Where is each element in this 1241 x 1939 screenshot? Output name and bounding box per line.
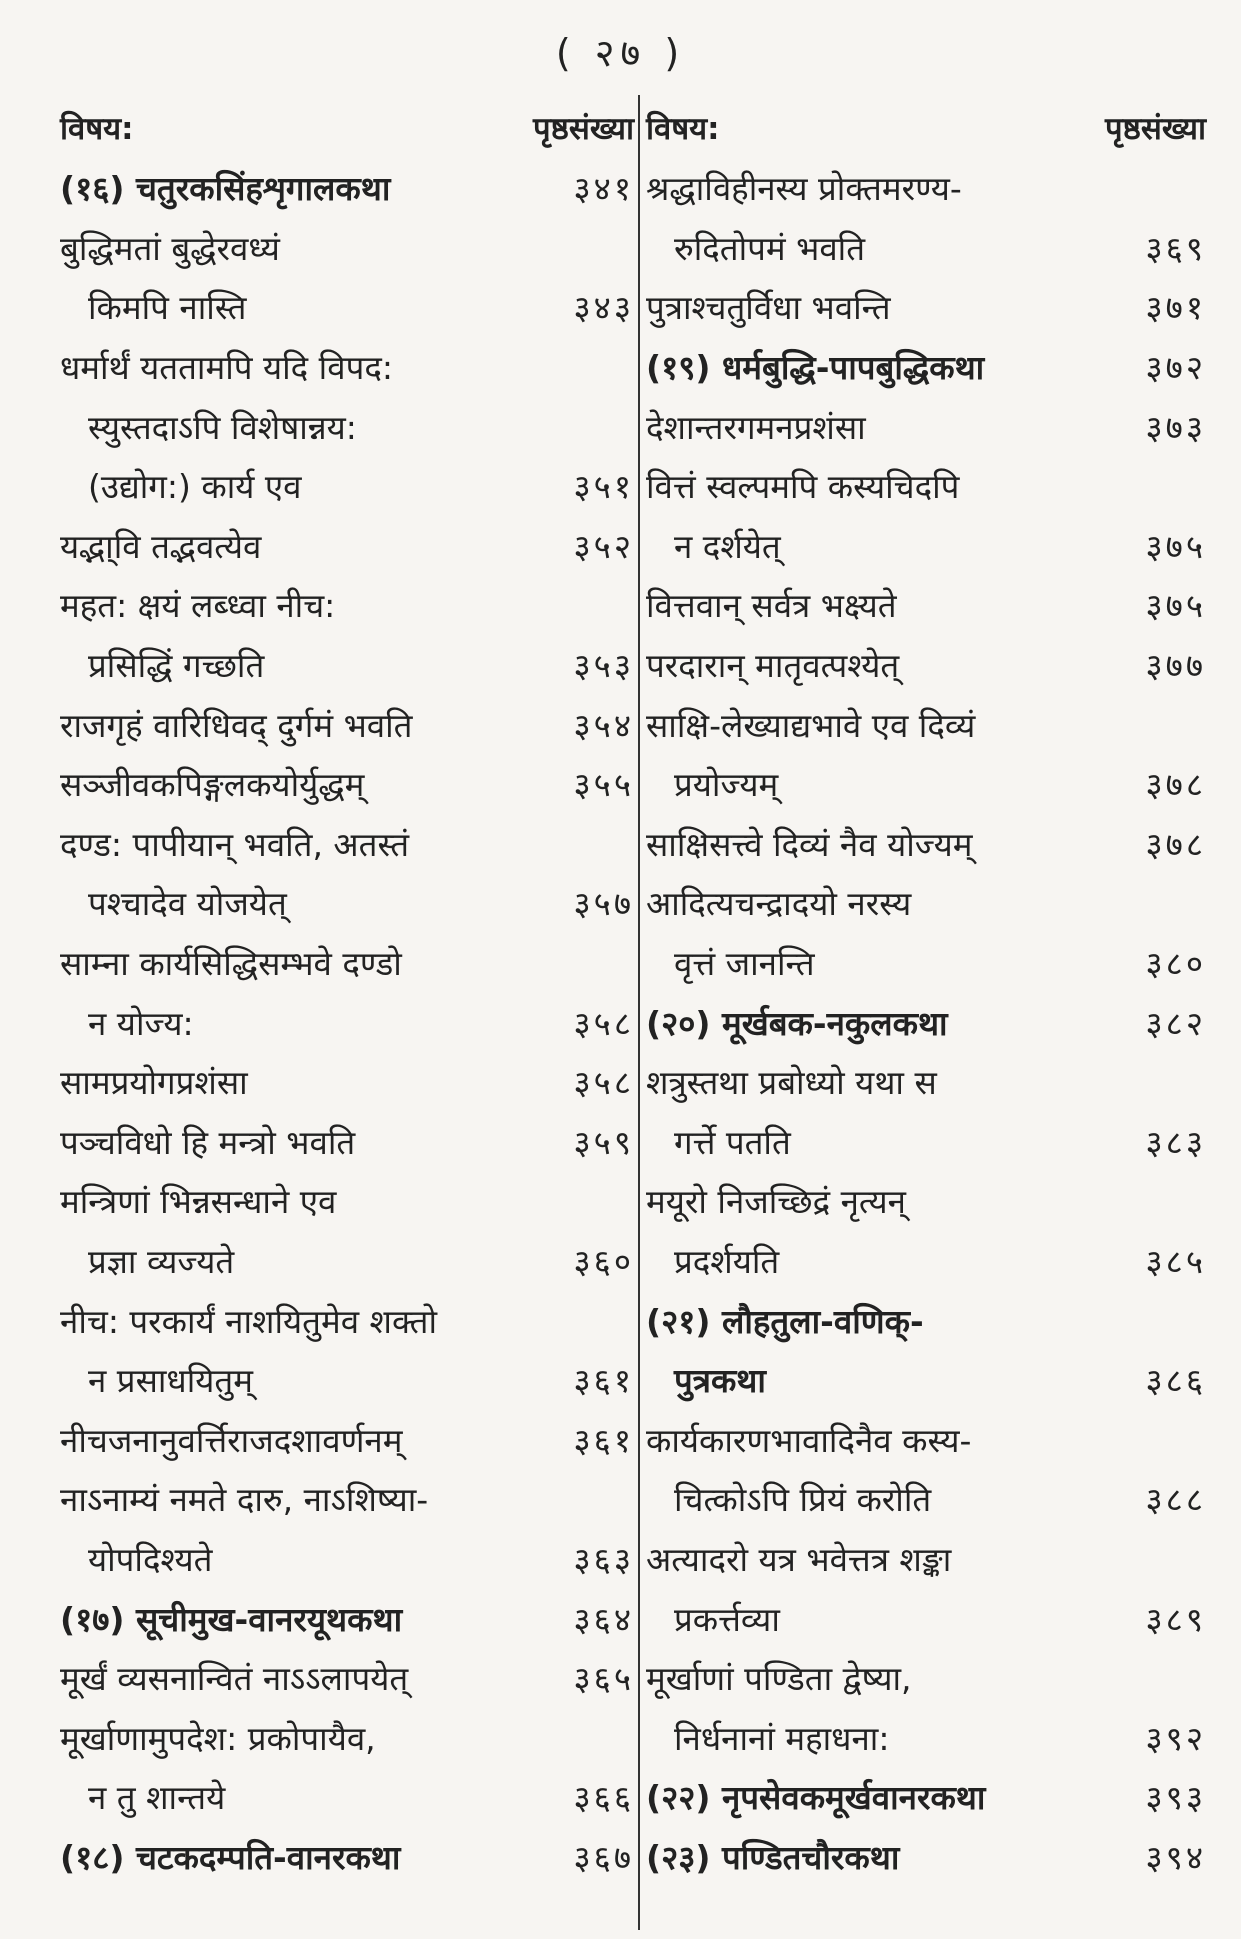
entry-title: प्रदर्शयति xyxy=(674,1241,780,1281)
entry-title: प्रसिद्धिं गच्छति xyxy=(88,646,265,686)
entry-page-number: ३५७ xyxy=(573,884,634,924)
entry-page-number: ३६१ xyxy=(573,1361,634,1401)
entry-title: साक्षिसत्त्वे दिव्यं नैव योज्यम् xyxy=(646,824,973,864)
entry-title: नीचजनानुवर्त्तिराजदशावर्णनम् xyxy=(60,1420,403,1460)
entry-page-number: ३५८ xyxy=(573,1063,634,1103)
index-entry xyxy=(60,1529,634,1589)
entry-title: अत्यादरो यत्र भवेत्तत्र शङ्का xyxy=(646,1539,952,1579)
entry-page-number: ३९३ xyxy=(1145,1778,1206,1818)
entry-page-number: ३७३ xyxy=(1145,407,1206,447)
index-entry xyxy=(60,277,634,337)
entry-title: यद्भा्वि तद्भवत्येव xyxy=(60,526,262,566)
entry-title: देशान्तरगमनप्रशंसा xyxy=(646,407,866,447)
index-entry xyxy=(646,1767,1206,1827)
index-entry xyxy=(646,694,1206,754)
entry-title: पुत्रकथा xyxy=(674,1361,766,1401)
page-number: ( २७ ) xyxy=(555,31,686,75)
entry-page-number: ३५८ xyxy=(573,1003,634,1043)
entry-title: साक्षि-लेख्याद्यभावे एव दिव्यं xyxy=(646,705,976,745)
index-entry xyxy=(60,396,634,456)
entry-title: नीच: परकार्यं नाशयितुमेव शक्तो xyxy=(60,1301,438,1341)
entry-page-number: ३८० xyxy=(1145,944,1206,984)
entry-title: निर्धनानां महाधना: xyxy=(674,1718,890,1758)
entry-title: स्युस्तदाऽपि विशेषान्नय: xyxy=(88,407,357,447)
entry-page-number: ३८६ xyxy=(1145,1361,1206,1401)
entry-page-number: ३४३ xyxy=(573,288,634,328)
entry-title: मूर्खाणां पण्डिता द्वेष्या, xyxy=(646,1659,912,1699)
entry-title: सञ्जीवकपिङ्गलकयोर्युद्धम् xyxy=(60,765,365,805)
entry-page-number: ३६१ xyxy=(573,1420,634,1460)
entry-page-number: ३७५ xyxy=(1145,526,1206,566)
index-entry xyxy=(646,1827,1206,1887)
entry-title: प्रज्ञा व्यज्यते xyxy=(88,1241,235,1281)
entry-title: किमपि नास्ति xyxy=(88,288,247,328)
entry-title: न तु शान्तये xyxy=(88,1778,226,1818)
entry-title: न प्रसाधयितुम् xyxy=(88,1361,253,1401)
entry-page-number: ३६७ xyxy=(573,1837,634,1877)
entry-title: योपदिश्यते xyxy=(88,1539,213,1579)
index-entry xyxy=(60,635,634,695)
index-entry xyxy=(60,814,634,874)
entry-page-number: ३७१ xyxy=(1145,288,1206,328)
index-entry xyxy=(646,1231,1206,1291)
entry-page-number: ३९२ xyxy=(1145,1718,1206,1758)
entry-title: दण्ड: पापीयान् भवति, अतस्तं xyxy=(60,824,410,864)
entry-title: श्रद्धाविहीनस्य प्रोक्तमरण्य- xyxy=(646,169,962,209)
entry-page-number: ३८२ xyxy=(1145,1003,1206,1043)
index-entry xyxy=(60,1827,634,1887)
entry-title: (२२) नृपसेवकमूर्खवानरकथा xyxy=(646,1778,986,1818)
entry-page-number: ३६४ xyxy=(573,1599,634,1639)
index-entry xyxy=(646,814,1206,874)
entry-page-number: ३६३ xyxy=(573,1539,634,1579)
entry-title: वित्तं स्वल्पमपि कस्यचिदपि xyxy=(646,467,960,507)
right-header-page: पृष्ठसंख्या xyxy=(1105,111,1206,147)
entry-title: वित्तवान् सर्वत्र भक्ष्यते xyxy=(646,586,897,626)
entry-title: (१८) चटकदम्पति-वानरकथा xyxy=(60,1837,401,1877)
entry-title: न योज्य: xyxy=(88,1003,194,1043)
index-entry xyxy=(60,754,634,814)
entry-title: चित्कोऽपि प्रियं करोति xyxy=(674,1480,932,1520)
entry-title: प्रयोज्यम् xyxy=(674,765,779,805)
index-entry xyxy=(646,1052,1206,1112)
index-entry xyxy=(60,516,634,576)
entry-title: आदित्यचन्द्रादयो नरस्य xyxy=(646,884,912,924)
right-column xyxy=(646,98,1206,1886)
entry-page-number: ३५९ xyxy=(573,1122,634,1162)
index-entry xyxy=(646,1171,1206,1231)
entry-page-number: ३५४ xyxy=(573,705,634,745)
left-column xyxy=(60,98,634,1886)
index-entry xyxy=(60,694,634,754)
entry-title: नाऽनाम्यं नमते दारु, नाऽशिष्या- xyxy=(60,1480,429,1520)
entry-title: बुद्धिमतां बुद्धेरवध्यं xyxy=(60,228,280,268)
entry-page-number: ३६० xyxy=(573,1241,634,1281)
index-entry xyxy=(646,1707,1206,1767)
index-entry xyxy=(646,277,1206,337)
entry-title: परदारान् मातृवत्पश्येत् xyxy=(646,646,900,686)
entry-page-number: ३७२ xyxy=(1145,348,1206,388)
entry-title: (२३) पण्डितचौरकथा xyxy=(646,1837,900,1877)
index-entry xyxy=(60,218,634,278)
index-entry xyxy=(646,456,1206,516)
entry-page-number: ३६५ xyxy=(573,1659,634,1699)
entry-title: प्रकर्त्तव्या xyxy=(674,1599,780,1639)
index-entry xyxy=(646,1350,1206,1410)
index-entry xyxy=(646,635,1206,695)
entry-title: मन्त्रिणां भिन्नसन्धाने एव xyxy=(60,1182,337,1222)
entry-page-number: ३५५ xyxy=(573,765,634,805)
index-entry xyxy=(60,337,634,397)
column-divider xyxy=(638,95,640,1930)
entry-page-number: ३७८ xyxy=(1145,824,1206,864)
entry-page-number: ३७५ xyxy=(1145,586,1206,626)
entry-title: न दर्शयेत् xyxy=(674,526,781,566)
entry-title: मूर्खाणामुपदेश: प्रकोपायैव, xyxy=(60,1718,376,1758)
index-entry xyxy=(60,1231,634,1291)
entry-title: राजगृहं वारिधिवद् दुर्गमं भवति xyxy=(60,705,413,745)
entry-title: वृत्तं जानन्ति xyxy=(674,944,815,984)
entry-page-number: ३९४ xyxy=(1145,1837,1206,1877)
index-entry xyxy=(60,1112,634,1172)
entry-title: (१७) सूचीमुख-वानरयूथकथा xyxy=(60,1599,403,1639)
index-entry xyxy=(646,396,1206,456)
left-entries xyxy=(60,158,634,1886)
index-entry xyxy=(60,873,634,933)
index-entry xyxy=(60,1350,634,1410)
index-entry xyxy=(646,992,1206,1052)
entry-title: (१९) धर्मबुद्धि-पापबुद्धिकथा xyxy=(646,348,985,388)
index-entry xyxy=(60,1707,634,1767)
index-entry xyxy=(646,1112,1206,1172)
index-entry xyxy=(60,1648,634,1708)
index-entry xyxy=(646,337,1206,397)
index-entry xyxy=(60,1469,634,1529)
index-entry xyxy=(60,1588,634,1648)
entry-title: गर्त्ते पतति xyxy=(674,1122,791,1162)
entry-page-number: ३८८ xyxy=(1145,1480,1206,1520)
index-entry xyxy=(646,933,1206,993)
index-entry xyxy=(646,575,1206,635)
entry-page-number: ३७८ xyxy=(1145,765,1206,805)
entry-title: साम्ना कार्यसिद्धिसम्भवे दण्डो xyxy=(60,944,402,984)
entry-title: शत्रुस्तथा प्रबोध्यो यथा स xyxy=(646,1063,937,1103)
index-entry xyxy=(60,1290,634,1350)
entry-title: रुदितोपमं भवति xyxy=(674,228,866,268)
right-header xyxy=(646,98,1206,158)
entry-title: महत: क्षयं लब्ध्वा नीच: xyxy=(60,586,336,626)
entry-page-number: ३६९ xyxy=(1145,228,1206,268)
index-entry xyxy=(60,456,634,516)
index-entry xyxy=(60,1767,634,1827)
entry-title: कार्यकारणभावादिनैव कस्य- xyxy=(646,1420,972,1460)
index-entry xyxy=(646,1409,1206,1469)
index-entry xyxy=(60,1409,634,1469)
entry-page-number: ३८५ xyxy=(1145,1241,1206,1281)
entry-page-number: ३५२ xyxy=(573,526,634,566)
index-entry xyxy=(60,575,634,635)
index-entry xyxy=(60,1052,634,1112)
entry-page-number: ३४१ xyxy=(573,169,634,209)
index-entry xyxy=(60,1171,634,1231)
entry-page-number: ३८३ xyxy=(1145,1122,1206,1162)
entry-title: (२१) लौहतुला-वणिक्- xyxy=(646,1301,924,1341)
index-entry xyxy=(646,1529,1206,1589)
index-entry xyxy=(60,992,634,1052)
index-entry xyxy=(646,1469,1206,1529)
left-header-subject: विषय: xyxy=(60,111,134,147)
index-entry xyxy=(60,933,634,993)
entry-title: पञ्चविधो हि मन्त्रो भवति xyxy=(60,1122,356,1162)
entry-title: (१६) चतुरकसिंहशृगालकथा xyxy=(60,169,391,209)
index-entry xyxy=(646,873,1206,933)
entry-page-number: ३७७ xyxy=(1145,646,1206,686)
entry-page-number: ३८९ xyxy=(1145,1599,1206,1639)
index-entry xyxy=(646,1588,1206,1648)
left-header xyxy=(60,98,634,158)
entry-page-number: ३५३ xyxy=(573,646,634,686)
index-entry xyxy=(646,516,1206,576)
entry-title: (२०) मूर्खबक-नकुलकथा xyxy=(646,1003,948,1043)
index-entry xyxy=(60,158,634,218)
entry-title: (उद्योग:) कार्य एव xyxy=(88,467,302,507)
entry-title: सामप्रयोगप्रशंसा xyxy=(60,1063,248,1103)
index-entry xyxy=(646,158,1206,218)
index-entry xyxy=(646,754,1206,814)
entry-title: मूर्खं व्यसनान्वितं नाऽऽलापयेत् xyxy=(60,1659,409,1699)
right-entries xyxy=(646,158,1206,1886)
right-header-subject: विषय: xyxy=(646,111,720,147)
entry-title: पुत्राश्चतुर्विधा भवन्ति xyxy=(646,288,891,328)
entry-title: धर्मार्थं यततामपि यदि विपद: xyxy=(60,348,393,388)
left-header-page: पृष्ठसंख्या xyxy=(533,111,634,147)
index-entry xyxy=(646,1648,1206,1708)
entry-title: मयूरो निजच्छिद्रं नृत्यन् xyxy=(646,1182,906,1222)
index-entry xyxy=(646,1290,1206,1350)
entry-page-number: ३६६ xyxy=(573,1778,634,1818)
entry-title: पश्चादेव योजयेत् xyxy=(88,884,287,924)
entry-page-number: ३५१ xyxy=(573,467,634,507)
index-entry xyxy=(646,218,1206,278)
